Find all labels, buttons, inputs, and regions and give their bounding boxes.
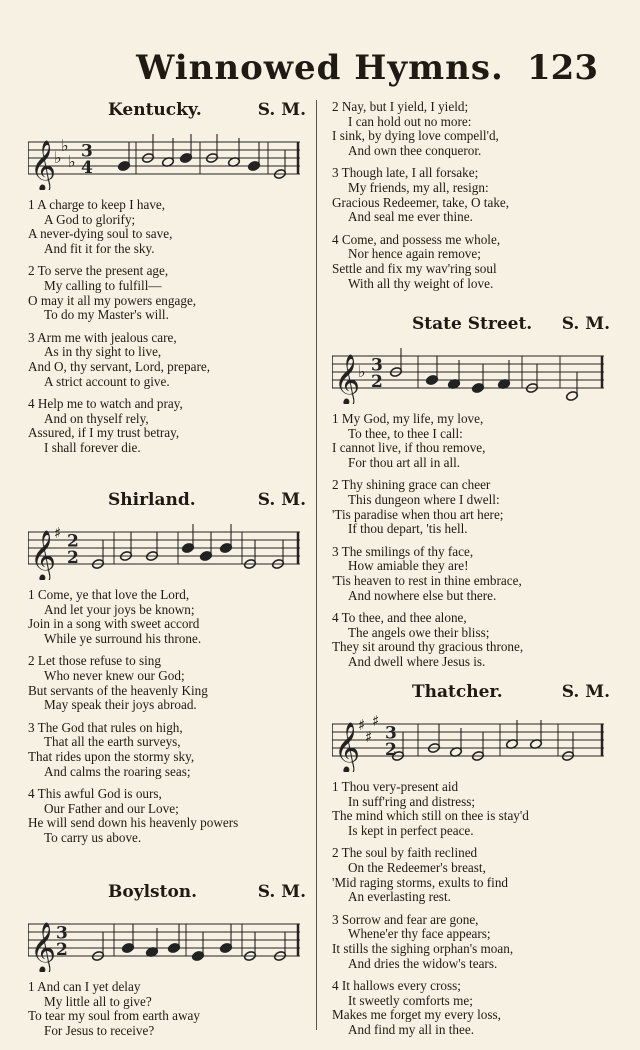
verse-line: 3 Sorrow and fear are gone, — [332, 911, 479, 927]
verse-line: How amiable they are! — [348, 558, 469, 574]
svg-text:2: 2 — [56, 940, 68, 961]
hymn-verses — [28, 198, 318, 456]
verse — [332, 545, 622, 603]
verse — [28, 588, 318, 646]
verse-line: Who never knew our God; — [44, 667, 185, 683]
verse-line: A strict account to give. — [44, 373, 170, 389]
verse-line: And dwell where Jesus is. — [348, 653, 486, 669]
verse-line: 2 To serve the present age, — [28, 263, 169, 279]
verse-line: 'Tis paradise when thou art here; — [332, 506, 504, 522]
svg-text:𝄞: 𝄞 — [334, 722, 361, 772]
verse-line: And find my all in thee. — [348, 1021, 474, 1037]
hymn-boylston-continued — [332, 100, 622, 299]
verse — [332, 233, 622, 291]
verse-line: And seal me ever thine. — [348, 209, 473, 225]
svg-text:♯: ♯ — [372, 712, 380, 730]
verse-line: And fit it for the sky. — [44, 240, 155, 256]
verse-line: While ye surround his throne. — [44, 630, 202, 646]
verse-line: O may it all my powers engage, — [28, 292, 197, 308]
verse-line: I sink, by dying love compell'd, — [332, 128, 499, 144]
verse-line: My friends, my all, resign: — [348, 179, 489, 195]
svg-text:𝄞: 𝄞 — [334, 354, 361, 404]
svg-text:2: 2 — [67, 531, 79, 552]
verse-line: 1 A charge to keep I have, — [28, 197, 166, 212]
verse-line: With all thy weight of love. — [348, 275, 494, 291]
verse-line: 3 Though late, I all forsake; — [332, 165, 479, 181]
verse-line: 4 To thee, and thee alone, — [332, 610, 467, 626]
svg-text:𝄞: 𝄞 — [30, 922, 57, 972]
hymn-meter: S. M. — [561, 314, 610, 334]
verse-line: It stills the sighing orphan's moan, — [332, 940, 514, 956]
svg-text:♯: ♯ — [54, 524, 62, 542]
hymn-meter: S. M. — [257, 882, 306, 902]
verse-line: Gracious Redeemer, take, O take, — [332, 194, 510, 210]
verse — [332, 780, 622, 838]
svg-text:♭: ♭ — [61, 136, 69, 155]
verse-line: 2 Thy shining grace can cheer — [332, 477, 491, 493]
verse-line: Is kept in perfect peace. — [348, 822, 474, 838]
verse-line: 1 Thou very-present aid — [332, 779, 459, 794]
verse-line: That all the earth surveys, — [44, 734, 181, 750]
verse-line: And dries the widow's tears. — [348, 955, 498, 971]
verse — [28, 980, 318, 1038]
verse-line: 4 Help me to watch and pray, — [28, 396, 183, 412]
verse-line: 4 This awful God is ours, — [28, 786, 162, 802]
svg-text:3: 3 — [56, 923, 68, 944]
svg-text:4: 4 — [81, 158, 93, 179]
verse — [332, 979, 622, 1037]
hymn-heading — [28, 882, 318, 902]
verse — [332, 846, 622, 904]
svg-text:𝄞: 𝄞 — [30, 140, 57, 190]
svg-text:𝄞: 𝄞 — [30, 530, 57, 580]
verse-line: 'Tis heaven to rest in thine embrace, — [332, 572, 522, 588]
verse — [28, 721, 318, 779]
hymn-heading — [332, 314, 622, 334]
verse — [28, 198, 318, 256]
verse-line: To thee, to thee I call: — [348, 425, 463, 441]
verse-line: 3 Arm me with jealous care, — [28, 329, 177, 345]
verse-line: Assured, if I my trust betray, — [28, 425, 180, 441]
verse-line: Join in a song with sweet accord — [28, 616, 200, 632]
verse-line: 2 Let those refuse to sing — [28, 653, 161, 669]
page-number: 123 — [527, 48, 598, 88]
verse — [332, 166, 622, 224]
svg-text:♭: ♭ — [68, 152, 76, 171]
verse-line: Whene'er thy face appears; — [348, 926, 491, 942]
verse — [332, 412, 622, 470]
verse-line: And nowhere else but there. — [348, 587, 497, 603]
verse — [332, 913, 622, 971]
verse-line: 1 My God, my life, my love, — [332, 411, 484, 426]
hymn-verses — [28, 980, 318, 1038]
svg-text:3: 3 — [385, 723, 397, 744]
verse — [28, 654, 318, 712]
music-staff — [332, 342, 612, 404]
verse-line: I shall forever die. — [44, 439, 141, 455]
verse-line: I can hold out no more: — [348, 113, 472, 129]
hymn-kentucky — [28, 100, 318, 464]
verse-line: To carry us above. — [44, 829, 142, 845]
verse-line: To do my Master's will. — [44, 307, 169, 323]
verse-line: For thou art all in all. — [348, 454, 461, 470]
svg-text:2: 2 — [371, 372, 383, 393]
verse-line: If thou depart, 'tis hell. — [348, 521, 468, 537]
svg-text:♭: ♭ — [358, 362, 366, 381]
verse-line: For Jesus to receive? — [44, 1022, 155, 1038]
verse-line: 1 And can I yet delay — [28, 979, 141, 994]
hymn-meter: S. M. — [257, 490, 306, 510]
verse-line: And O, thy servant, Lord, prepare, — [28, 358, 211, 374]
verse-line: To tear my soul from earth away — [28, 1008, 200, 1024]
verse-line: My calling to fulfill— — [44, 277, 162, 293]
hymn-state-street — [332, 314, 622, 678]
music-staff — [332, 710, 612, 772]
verse — [332, 100, 622, 158]
verse-line: On the Redeemer's breast, — [348, 859, 486, 875]
verse-line: 3 The smilings of thy face, — [332, 543, 474, 559]
verse-line: That rides upon the stormy sky, — [28, 748, 195, 764]
hymn-title: State Street. — [412, 314, 533, 334]
verse-line: 3 The God that rules on high, — [28, 719, 183, 735]
hymn-verses — [28, 588, 318, 846]
svg-text:♯: ♯ — [365, 728, 373, 746]
hymn-title: Kentucky. — [108, 100, 202, 120]
verse-line: 1 Come, ye that love the Lord, — [28, 587, 190, 602]
verse-line: But servants of the heavenly King — [28, 682, 208, 698]
hymn-title: Shirland. — [108, 490, 196, 510]
verse — [28, 264, 318, 322]
hymn-verses — [332, 412, 622, 670]
verse — [332, 478, 622, 536]
verse-line: And calms the roaring seas; — [44, 763, 191, 779]
hymn-meter: S. M. — [257, 100, 306, 120]
music-staff — [28, 128, 308, 190]
verse — [28, 787, 318, 845]
svg-text:2: 2 — [67, 548, 79, 569]
verse-line: This dungeon where I dwell: — [348, 491, 500, 507]
hymn-boylston — [28, 882, 318, 1046]
verse-line: May speak their joys abroad. — [44, 697, 197, 713]
verse-line: And own thee conqueror. — [348, 142, 482, 158]
verse-line: 4 It hallows every cross; — [332, 978, 461, 994]
svg-text:3: 3 — [81, 141, 93, 162]
hymn-shirland — [28, 490, 318, 854]
verse-line: He will send down his heavenly powers — [28, 815, 239, 831]
verse-line: Makes me forget my every loss, — [332, 1007, 501, 1023]
verse-line: It sweetly comforts me; — [348, 992, 473, 1008]
verse-line: My little all to give? — [44, 993, 152, 1009]
verse-line: In suff'ring and distress; — [348, 793, 476, 809]
svg-text:2: 2 — [385, 740, 397, 761]
hymn-meter: S. M. — [561, 682, 610, 702]
verse-line: 'Mid raging storms, exults to find — [332, 874, 509, 890]
verse-line: A never-dying soul to save, — [28, 226, 173, 242]
verse — [28, 397, 318, 455]
svg-text:3: 3 — [371, 355, 383, 376]
music-staff — [28, 518, 308, 580]
hymn-thatcher — [332, 682, 622, 1046]
verse-line: 2 Nay, but I yield, I yield; — [332, 99, 469, 114]
verse-line: And on thyself rely, — [44, 410, 149, 426]
verse — [28, 331, 318, 389]
verse-line: Our Father and our Love; — [44, 800, 179, 816]
svg-text:♯: ♯ — [358, 716, 366, 734]
verse-line: 4 Come, and possess me whole, — [332, 231, 501, 247]
verse-line: A God to glorify; — [44, 211, 136, 227]
verse-line: The angels owe their bliss; — [348, 624, 490, 640]
svg-text:♭: ♭ — [54, 148, 62, 167]
hymn-heading — [332, 682, 622, 702]
verse-line: Nor hence again remove; — [348, 246, 481, 262]
verse-line: 2 The soul by faith reclined — [332, 845, 478, 861]
music-staff — [28, 910, 308, 972]
verse-line: An everlasting rest. — [348, 889, 451, 905]
page-title: Winnowed Hymns. — [136, 48, 504, 88]
hymn-heading — [28, 490, 318, 510]
verse-line: Settle and fix my wav'ring soul — [332, 260, 497, 276]
verse-line: And let your joys be known; — [44, 601, 195, 617]
hymn-title: Thatcher. — [412, 682, 503, 702]
verse-line: I cannot live, if thou remove, — [332, 440, 486, 456]
verse — [332, 611, 622, 669]
verse-line: They sit around thy gracious throne, — [332, 639, 524, 655]
verse-line: The mind which still on thee is stay'd — [332, 808, 529, 824]
hymn-verses — [332, 780, 622, 1038]
hymn-title: Boylston. — [108, 882, 198, 902]
hymn-heading — [28, 100, 318, 120]
verse-line: As in thy sight to live, — [44, 344, 162, 360]
